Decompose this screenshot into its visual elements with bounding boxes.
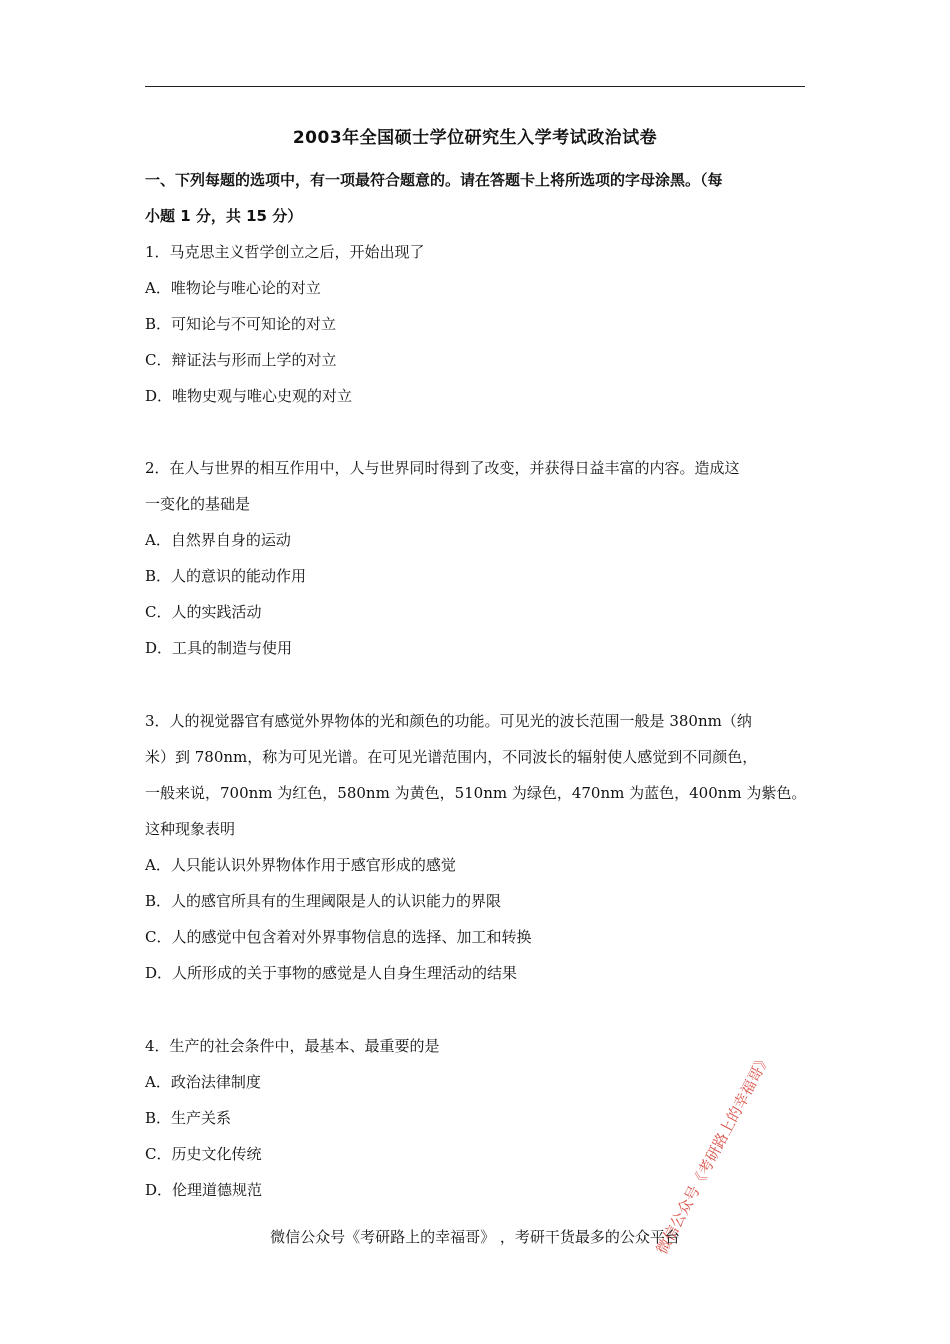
q4-option-a: A．政治法律制度 [145, 1073, 261, 1091]
q1-option-d: D．唯物史观与唯心史观的对立 [145, 387, 353, 405]
section-header-line1: 一、下列每题的选项中，有一项最符合题意的。请在答题卡上将所选项的字母涂黑。（每 [145, 171, 723, 189]
q1-option-c: C．辩证法与形而上学的对立 [145, 351, 337, 369]
q3-stem-line1: 3．人的视觉器官有感觉外界物体的光和颜色的功能。可见光的波长范围一般是 380nm（纳 [145, 712, 752, 730]
q2-option-c: C．人的实践活动 [145, 603, 262, 621]
q3-stem-line4: 这种现象表明 [145, 820, 236, 838]
diagonal-watermark: 微信公众号《考研路上的幸福哥》 [652, 1050, 775, 1258]
q4-stem: 4．生产的社会条件中，最基本、最重要的是 [145, 1037, 440, 1055]
q2-stem-line1: 2．在人与世界的相互作用中，人与世界同时得到了改变，并获得日益丰富的内容。造成这 [145, 459, 740, 477]
q1-option-b: B．可知论与不可知论的对立 [145, 315, 337, 333]
q3-option-c: C．人的感觉中包含着对外界事物信息的选择、加工和转换 [145, 928, 532, 946]
q3-option-a: A．人只能认识外界物体作用于感官形成的感觉 [145, 856, 456, 874]
page-title: 2003年全国硕士学位研究生入学考试政治试卷 [292, 128, 658, 148]
q3-stem-line3: 一般来说，700nm 为红色，580nm 为黄色，510nm 为绿色，470nm 为蓝色，400nm 为紫色。 [145, 784, 807, 802]
q1-stem: 1．马克思主义哲学创立之后，开始出现了 [145, 243, 425, 261]
section-header-line2: 小题 1 分，共 15 分） [145, 207, 303, 225]
q3-option-d: D．人所形成的关于事物的感觉是人自身生理活动的结果 [145, 964, 518, 982]
q4-option-d: D．伦理道德规范 [145, 1181, 263, 1199]
q2-option-d: D．工具的制造与使用 [145, 639, 293, 657]
q2-option-b: B．人的意识的能动作用 [145, 567, 307, 585]
q2-stem-line2: 一变化的基础是 [145, 495, 251, 513]
top-rule [145, 86, 805, 87]
q1-option-a: A．唯物论与唯心论的对立 [145, 279, 321, 297]
q3-option-b: B．人的感官所具有的生理阈限是人的认识能力的界限 [145, 892, 502, 910]
q3-stem-line2: 米）到 780nm，称为可见光谱。在可见光谱范围内，不同波长的辐射使人感觉到不同颜色， [145, 748, 758, 766]
page-footer: 微信公众号《考研路上的幸福哥》 ，考研干货最多的公众平台 [270, 1228, 680, 1246]
q4-option-c: C．历史文化传统 [145, 1145, 262, 1163]
q4-option-b: B．生产关系 [145, 1109, 232, 1127]
q2-option-a: A．自然界自身的运动 [145, 531, 291, 549]
